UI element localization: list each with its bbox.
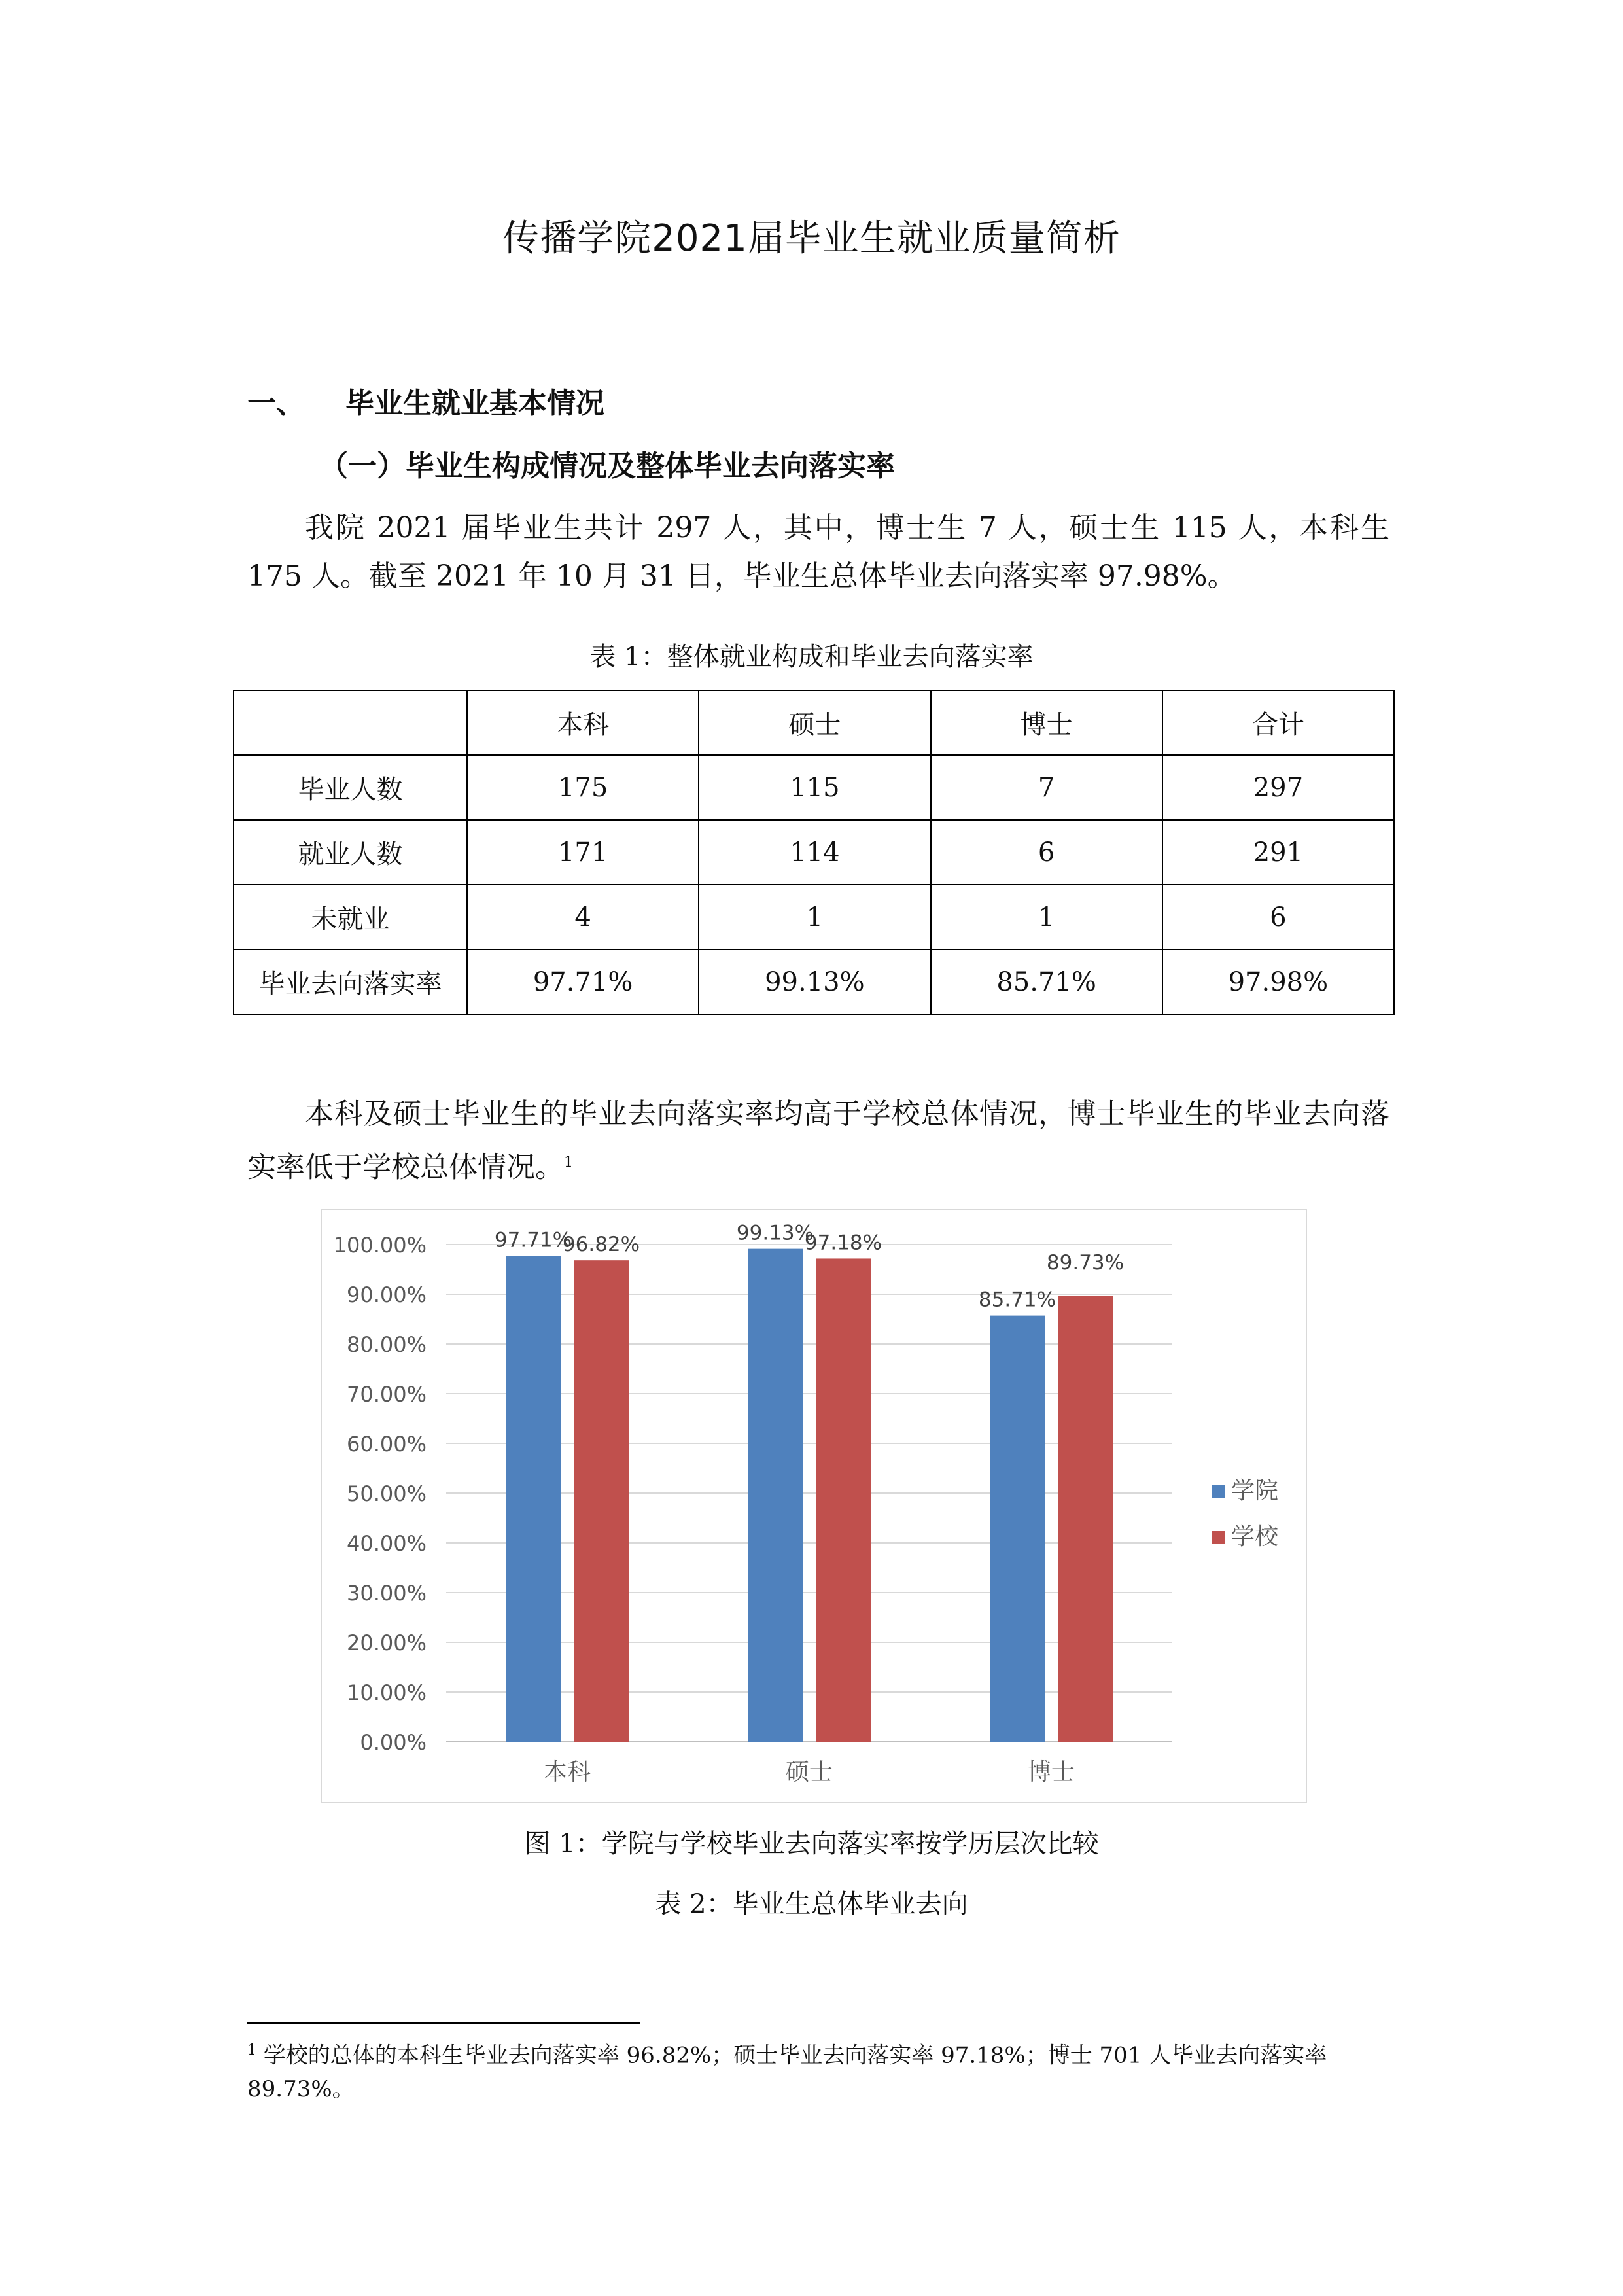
table-header-cell <box>234 690 467 755</box>
table-header-cell: 合计 <box>1162 690 1394 755</box>
footnote <box>247 2034 1389 2106</box>
bar <box>574 1260 629 1742</box>
table-cell: 291 <box>1162 820 1394 885</box>
table-row <box>234 885 1394 949</box>
data-label: 97.18% <box>804 1231 882 1255</box>
bar-chart <box>321 1209 1307 1803</box>
table-cell: 99.13% <box>699 949 930 1014</box>
data-label: 89.73% <box>1046 1251 1125 1275</box>
subsection-heading: （一）毕业生构成情况及整体毕业去向落实率 <box>319 450 895 483</box>
data-label: 97.71% <box>494 1228 572 1252</box>
table-cell: 7 <box>931 755 1162 820</box>
y-tick-label: 90.00% <box>346 1282 427 1307</box>
footnote-ref: 1 <box>564 1154 573 1171</box>
bar <box>990 1316 1045 1742</box>
y-tick-label: 100.00% <box>333 1233 427 1258</box>
table-cell: 6 <box>1162 885 1394 949</box>
section-title: 毕业生就业基本情况 <box>345 387 604 420</box>
table-cell: 6 <box>931 820 1162 885</box>
table-cell: 4 <box>467 885 699 949</box>
bar <box>748 1249 803 1742</box>
y-tick-label: 10.00% <box>346 1680 427 1705</box>
data-label: 99.13% <box>736 1221 814 1245</box>
table-header-cell: 博士 <box>931 690 1162 755</box>
legend-label: 学院 <box>1231 1477 1279 1504</box>
table-cell: 就业人数 <box>234 820 467 885</box>
bar <box>506 1256 561 1742</box>
section-heading <box>247 380 604 421</box>
chart-svg <box>322 1210 1306 1802</box>
y-tick-label: 40.00% <box>346 1531 427 1556</box>
table-cell: 毕业去向落实率 <box>234 949 467 1014</box>
paragraph-comparison <box>247 1090 1389 1192</box>
table-cell: 毕业人数 <box>234 755 467 820</box>
bar <box>1058 1296 1113 1742</box>
table-cell: 97.71% <box>467 949 699 1014</box>
legend-label: 学校 <box>1231 1523 1279 1550</box>
table-header-cell: 硕士 <box>699 690 930 755</box>
legend-swatch <box>1212 1531 1225 1544</box>
paragraph-text: 本科及硕士毕业生的毕业去向落实率均高于学校总体情况，博士毕业生的毕业去向落实率低于学校总体情况。 <box>247 1097 1389 1184</box>
table-cell: 85.71% <box>931 949 1162 1014</box>
data-label: 85.71% <box>978 1288 1056 1312</box>
table-row <box>234 755 1394 820</box>
table-cell: 297 <box>1162 755 1394 820</box>
table-cell: 114 <box>699 820 930 885</box>
table-cell: 171 <box>467 820 699 885</box>
paragraph-intro: 我院 2021 届毕业生共计 297 人，其中，博士生 7 人，硕士生 115 人，本科生 175 人。截至 2021 年 10 月 31 日，毕业生总体毕业去向落实率 97.98%。 <box>247 511 1389 593</box>
table-cell: 1 <box>699 885 930 949</box>
x-tick-label: 本科 <box>543 1759 591 1786</box>
section-number: 一、 <box>247 387 305 420</box>
table-header-row <box>234 690 1394 755</box>
footnote-text: 学校的总体的本科生毕业去向落实率 96.82%；硕士毕业去向落实率 97.18%；博士 701 人毕业去向落实率 89.73%。 <box>247 2042 1327 2103</box>
x-tick-label: 硕士 <box>785 1759 833 1786</box>
page-title: 传播学院2021届毕业生就业质量简析 <box>502 217 1121 260</box>
table-header-cell: 本科 <box>467 690 699 755</box>
y-tick-label: 30.00% <box>346 1581 427 1606</box>
y-tick-label: 0.00% <box>360 1730 427 1755</box>
table2-caption: 表 2：毕业生总体毕业去向 <box>655 1889 968 1919</box>
table-cell: 115 <box>699 755 930 820</box>
table-cell: 97.98% <box>1162 949 1394 1014</box>
figure1-caption: 图 1：学院与学校毕业去向落实率按学历层次比较 <box>524 1829 1099 1859</box>
table-cell: 175 <box>467 755 699 820</box>
legend-swatch <box>1212 1485 1225 1498</box>
y-tick-label: 70.00% <box>346 1382 427 1407</box>
employment-table <box>233 690 1395 1015</box>
footnote-mark: 1 <box>247 2042 256 2058</box>
table1-caption: 表 1：整体就业构成和毕业去向落实率 <box>589 642 1034 672</box>
table-row <box>234 820 1394 885</box>
table-cell: 1 <box>931 885 1162 949</box>
bar <box>816 1258 871 1742</box>
y-tick-label: 80.00% <box>346 1332 427 1357</box>
y-tick-label: 50.00% <box>346 1481 427 1506</box>
table-cell: 未就业 <box>234 885 467 949</box>
legend-item-college <box>1212 1472 1278 1506</box>
data-label: 96.82% <box>562 1233 640 1257</box>
y-tick-label: 60.00% <box>346 1432 427 1457</box>
footnote-separator <box>247 2022 640 2024</box>
x-tick-label: 博士 <box>1027 1759 1075 1786</box>
y-tick-label: 20.00% <box>346 1631 427 1655</box>
legend-item-school <box>1212 1518 1278 1551</box>
table-row <box>234 949 1394 1014</box>
